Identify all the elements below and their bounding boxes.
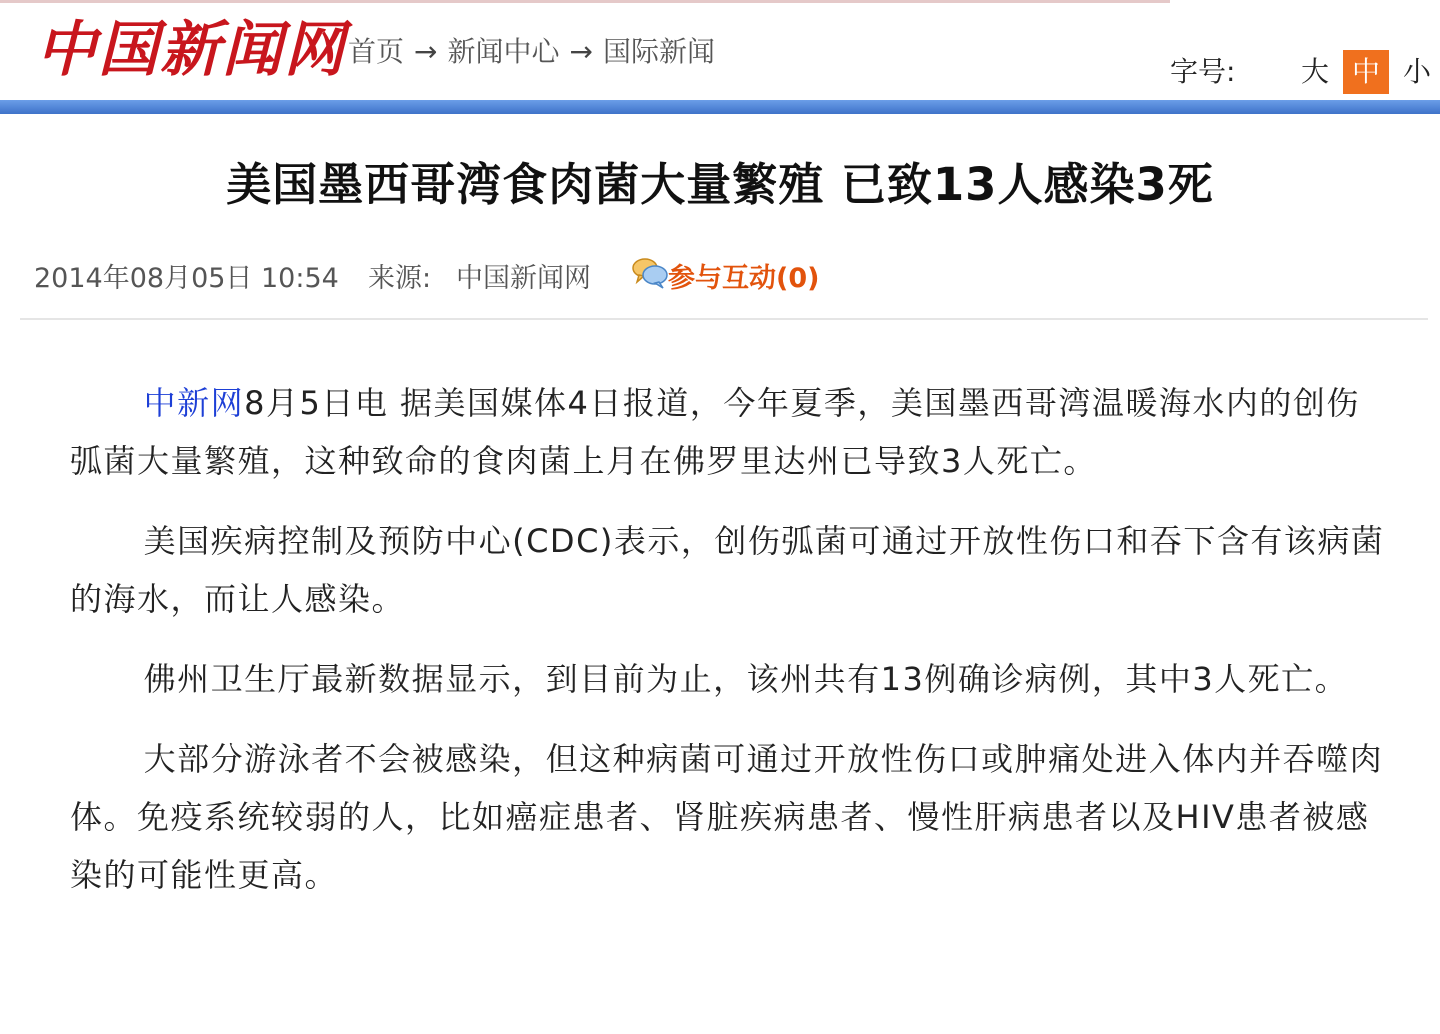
article-paragraph <box>70 374 1390 490</box>
breadcrumb-arrow: → <box>569 35 593 68</box>
font-size-small-button[interactable]: 小 <box>1402 55 1431 88</box>
source-label: 来源: <box>368 263 432 294</box>
meta-divider <box>20 318 1428 320</box>
breadcrumb-international-news[interactable]: 国际新闻 <box>602 35 715 68</box>
paragraph-text: 8月5日电 据美国媒体4日报道，今年夏季，美国墨西哥湾温暖海水内的创伤弧菌大量繁殖，这种致命的食肉菌上月在佛罗里达州已导致3人死亡。 <box>70 384 1360 480</box>
font-size-label: 字号: <box>1170 55 1236 88</box>
font-size-large-button[interactable]: 大 <box>1300 55 1329 88</box>
article-paragraph: 佛州卫生厅最新数据显示，到目前为止，该州共有13例确诊病例，其中3人死亡。 <box>143 660 1349 698</box>
breadcrumb-home[interactable]: 首页 <box>348 35 405 68</box>
breadcrumb-news-center[interactable]: 新闻中心 <box>447 35 560 68</box>
font-size-medium-button[interactable]: 中 <box>1343 50 1389 94</box>
article-paragraph: 大部分游泳者不会被感染，但这种病菌可通过开放性伤口或肿痛处进入体内并吞噬肉体。免疫系统较弱的人，比如癌症患者、肾脏疾病患者、慢性肝病患者以及HIV患者被感染的可能性更高。 <box>70 740 1384 894</box>
source-name: 中国新闻网 <box>456 263 591 294</box>
publish-date: 2014年08月05日 10:54 <box>34 263 339 294</box>
interaction-link[interactable]: 参与互动(0) <box>668 263 820 294</box>
comment-bubbles-icon[interactable] <box>631 256 669 290</box>
site-header <box>0 0 1440 100</box>
breadcrumb-arrow: → <box>414 35 438 68</box>
article-body <box>70 374 1390 926</box>
lead-source-link[interactable]: 中新网 <box>143 384 245 422</box>
article-paragraph: 美国疾病控制及预防中心(CDC)表示，创伤弧菌可通过开放性伤口和吞下含有该病菌的海水，而让人感染。 <box>70 522 1385 618</box>
header-bar <box>0 100 1440 114</box>
breadcrumb <box>348 30 715 74</box>
article-title: 美国墨西哥湾食肉菌大量繁殖 已致13人感染3死 <box>226 158 1214 211</box>
site-logo[interactable]: 中国新闻网 <box>36 15 346 85</box>
